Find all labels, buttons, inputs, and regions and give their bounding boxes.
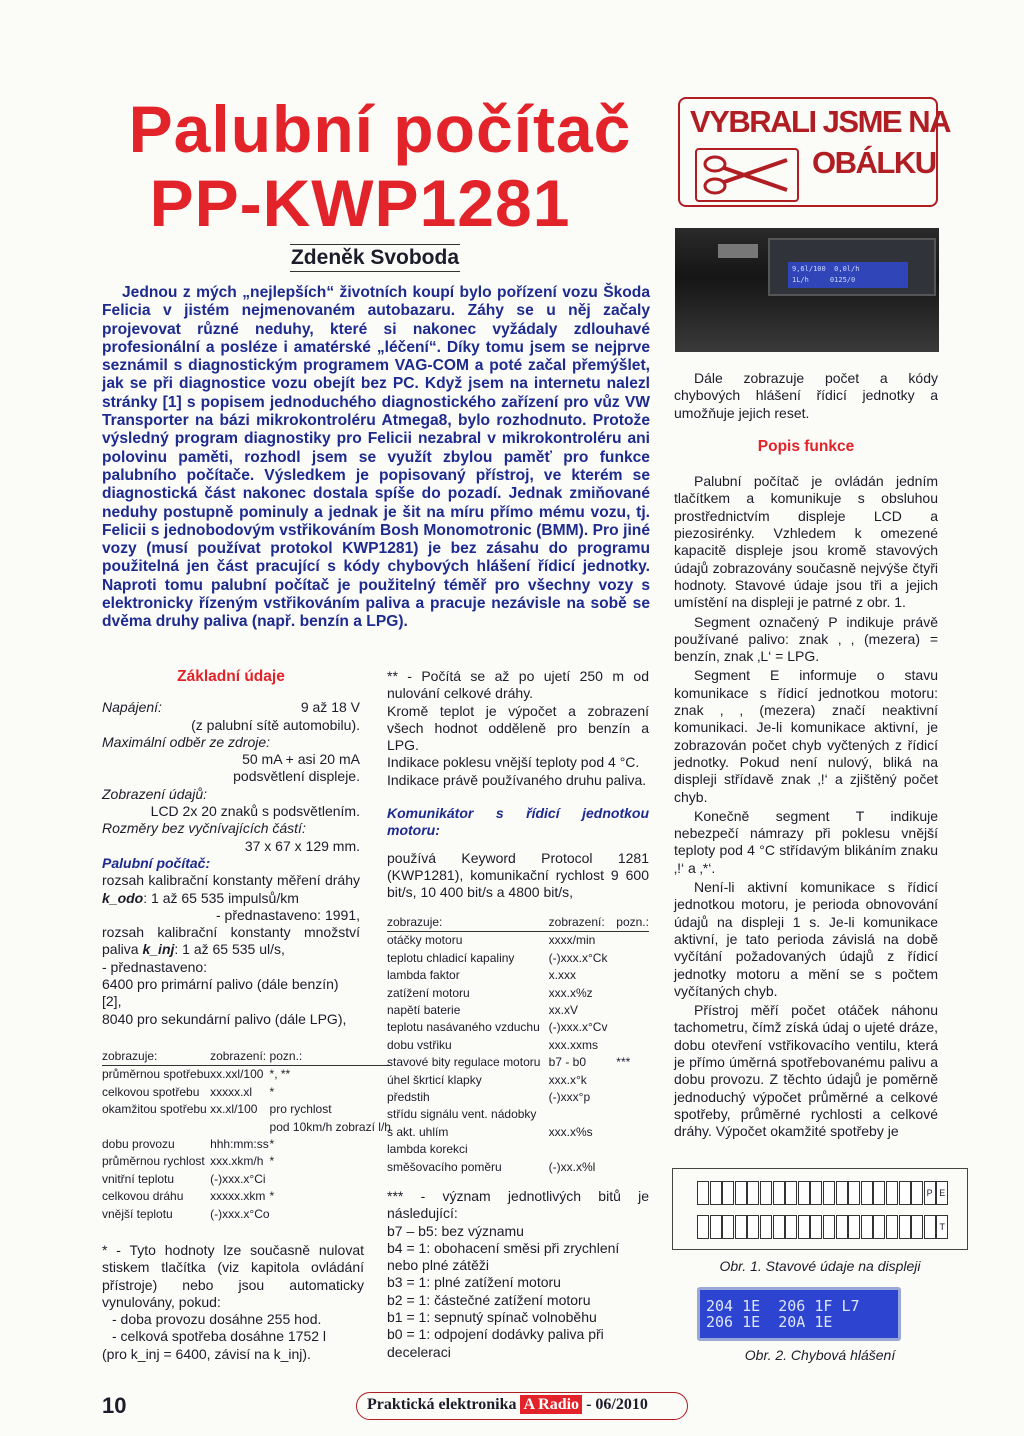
table1-cell: hhh:mm:ss xyxy=(210,1137,269,1152)
figure-1-caption: Obr. 1. Stavové údaje na displeji xyxy=(719,1258,921,1274)
zobrazeni-value: LCD 2x 20 znaků s podsvětlením. xyxy=(150,803,360,820)
table2-cell: úhel škrticí klapky xyxy=(387,1072,482,1087)
table-row xyxy=(387,1054,649,1071)
lcd-line-2: 206 1E 20A 1E xyxy=(706,1313,833,1331)
table2-cell: xxxx/min xyxy=(548,933,596,948)
bit-item: b1 = 1: sepnutý spínač volnoběhu xyxy=(387,1309,597,1326)
table1-cell: průměrnou spotřebu xyxy=(102,1067,211,1082)
table-row xyxy=(102,1153,391,1170)
table1-cell: * xyxy=(269,1189,275,1204)
display-cell xyxy=(697,1181,709,1205)
table2-cell xyxy=(549,1106,617,1123)
table1-cell: průměrnou rychlost xyxy=(102,1154,205,1169)
badge-line-1: VYBRALI JSME NA xyxy=(690,104,950,139)
table2-cell: xx.xV xyxy=(548,1003,578,1018)
display-cell xyxy=(861,1181,873,1205)
table-row xyxy=(102,1119,391,1136)
column-2 xyxy=(387,668,649,902)
table-row xyxy=(387,932,649,950)
table1-cell: xxxxx.xkm xyxy=(210,1189,266,1204)
error-codes-intro: Dále zobrazuje počet a kódy chybových hlášení řídicí jednotky a umožňuje jejich reset. xyxy=(674,370,938,421)
display-cell xyxy=(722,1215,734,1239)
magazine-name xyxy=(367,1395,648,1415)
odber-value-1: 50 mA + asi 20 mA xyxy=(242,751,360,768)
table1-cell xyxy=(102,1119,210,1136)
function-paragraph: Konečně segment T indikuje nebezpečí námrazy při poklesu vnější teploty pod 4 °C střídavým blikáním znaku ‚!‘ a ‚*‘. xyxy=(674,807,938,876)
table2-cell xyxy=(616,1124,649,1141)
table2-cell: napětí baterie xyxy=(387,1003,461,1018)
table2-cell xyxy=(616,1002,649,1019)
function-paragraph: Segment E informuje o stavu komunikace s řídicí jednotkou motoru: znak ‚ ‚ (mezera) značí neaktivní komunikaci. Je-li komunikace aktivní, je zobrazován počet chyb vyčtených z řídicí jednotky. Pokud není nulový, bliká na displeji střídavě znak ‚!‘ a zjištěný počet chyb. xyxy=(674,667,938,805)
column-1-notes xyxy=(102,1242,364,1363)
table1-cell: dobu provozu xyxy=(102,1137,175,1152)
bits-section xyxy=(387,1188,649,1361)
display-cell xyxy=(886,1181,898,1205)
bit-item: b0 = 1: odpojení dodávky paliva při deceleraci xyxy=(387,1326,604,1360)
napajeni-value: 9 až 18 V xyxy=(300,699,360,716)
inj-code: k_inj xyxy=(142,941,175,958)
function-paragraph: Palubní počítač je ovládán jedním tlačítkem a komunikuje s obsluhou prostřednictvím displeje LCD a piezosirénky. Vzhledem k omezené kapacitě displeje jsou kromě stavových údajů zobrazovány současně nejvýše čtyři hodnoty. Stavové údaje jsou tři a jejich umístění na displeji je patrné z obr. 1. xyxy=(674,473,938,611)
table2-head-2: pozn.: xyxy=(616,915,649,929)
table2-cell xyxy=(616,1037,649,1054)
bit-item: b7 – b5: bez významu xyxy=(387,1222,524,1239)
title-line-2: PP-KWP1281 xyxy=(149,166,571,240)
table-row xyxy=(102,1188,391,1205)
display-cell xyxy=(747,1215,759,1239)
display-cell xyxy=(911,1181,923,1205)
table2-cell xyxy=(616,1141,649,1158)
reset-note: * - Tyto hodnoty lze současně nulovat stiskem tlačítka (viz kapitola ovládání přístroje) nebo jsou automaticky vynulovány, pokud: xyxy=(102,1242,364,1310)
table1-cell: vnitřní teplotu xyxy=(102,1171,175,1186)
table-row xyxy=(102,1171,391,1188)
photo-lcd xyxy=(788,262,908,288)
magazine-issue: - 06/2010 xyxy=(586,1396,648,1413)
column-1 xyxy=(102,668,360,1028)
display-cell xyxy=(823,1215,835,1239)
table1-cell xyxy=(270,1171,391,1188)
author: Zdeněk Svoboda xyxy=(290,244,460,272)
table1-cell: pod 10km/h zobrazí l/h xyxy=(269,1119,391,1134)
palubni-label: Palubní počítač: xyxy=(102,854,211,871)
display-cell xyxy=(735,1181,747,1205)
table-row xyxy=(102,1101,391,1118)
display-cell xyxy=(861,1215,873,1239)
table1-cell: xx.xxl/100 xyxy=(210,1067,264,1082)
table1-cell: * xyxy=(269,1154,275,1169)
table2-cell: lambda faktor xyxy=(387,968,460,983)
function-paragraph: Není-li aktivní komunikace s řídicí jednotkou motoru, je perioda obnovování údajů na displeji 1 s. Je-li komunikace aktivní, je tato perioda závislá na době vyčítání požadovaných údajů z řídicí jednotky motoru a mění se s počtem vyčítaných chyb. xyxy=(674,879,938,999)
display-cell: P xyxy=(924,1181,936,1205)
computer-values-table xyxy=(102,1048,391,1223)
table-row xyxy=(387,1141,649,1158)
table2-cell: dobu vstřiku xyxy=(387,1037,452,1052)
photo-lcd-line-1: 9,6l/100 0,0l/h xyxy=(792,265,860,273)
bits-intro: *** - význam jednotlivých bitů je následující: xyxy=(387,1188,649,1222)
table1-head-2: pozn.: xyxy=(269,1049,303,1063)
display-cell xyxy=(873,1215,885,1239)
table1-cell: (-)xxx.x°Ci xyxy=(210,1171,266,1186)
table2-cell: *** xyxy=(616,1055,631,1070)
function-paragraph: Přístroj měří počet otáček náhonu tachometru, čímž získá údaj o ujeté dráze, dobu otevření vstřikovacího ventilu, která je přímo úměrná spotřebovanému palivu a dobu provozu. Z těchto údajů je poměrně jednoduchý výpočet průměrné a celkové spotřeby, průměrné rychlosti a celkové dráhy. Výpočet okamžité spotřeby je xyxy=(674,1002,938,1140)
table-row xyxy=(387,1089,649,1106)
magazine-radio: A Radio xyxy=(520,1395,582,1414)
calc-note: Kromě teplot je výpočet a zobrazení všech hodnot odděleně pro benzín a LPG. xyxy=(387,702,649,754)
table1-cell: (-)xxx.x°Co xyxy=(210,1206,270,1221)
table-row xyxy=(387,1019,649,1036)
table2-cell: zatížení motoru xyxy=(387,985,470,1000)
display-cell xyxy=(848,1181,860,1205)
table2-cell xyxy=(549,1141,617,1158)
table2-cell xyxy=(616,967,649,984)
temp-note: Indikace poklesu vnější teploty pod 4 °C. xyxy=(387,754,640,771)
inj-default: - přednastaveno: xyxy=(102,958,208,975)
table2-cell: xxx.x%z xyxy=(548,985,593,1000)
napajeni-note: (z palubní sítě automobilu). xyxy=(191,716,360,733)
display-cell xyxy=(773,1215,785,1239)
rozmery-label: Rozměry bez vyčnívajících částí: xyxy=(102,820,306,837)
table-row xyxy=(387,1106,649,1123)
inj-constant xyxy=(102,924,360,959)
display-cell xyxy=(710,1181,722,1205)
display-cell xyxy=(823,1181,835,1205)
table2-cell: předstih xyxy=(387,1090,430,1105)
table2-cell xyxy=(616,1089,649,1106)
odo-constant xyxy=(102,872,360,907)
display-cell xyxy=(747,1181,759,1205)
display-cell: E xyxy=(936,1181,948,1205)
column-3 xyxy=(674,370,938,1142)
communicator-table xyxy=(387,914,649,1176)
table-row xyxy=(102,1066,391,1084)
table2-cell: (-)xxx°p xyxy=(548,1090,591,1105)
display-cell: T xyxy=(936,1215,948,1239)
table2-cell: střídu signálu vent. nádobky xyxy=(387,1107,537,1122)
table1-cell xyxy=(270,1206,391,1223)
table2-cell xyxy=(616,1159,649,1176)
table1-cell: * xyxy=(269,1084,275,1099)
display-cell xyxy=(836,1181,848,1205)
table1-cell: pro rychlost xyxy=(269,1102,332,1117)
table1-cell xyxy=(210,1119,269,1136)
display-cell xyxy=(722,1181,734,1205)
display-cell xyxy=(873,1181,885,1205)
table-row xyxy=(387,967,649,984)
inj-primary: 6400 pro primární palivo (dále benzín) [2], xyxy=(102,976,339,1010)
table2-cell xyxy=(616,1106,649,1123)
table2-cell: xxx.x°k xyxy=(548,1072,587,1087)
table1-head-0: zobrazuje: xyxy=(102,1049,158,1063)
display-cell xyxy=(785,1181,797,1205)
fuel-note: Indikace právě používaného druhu paliva. xyxy=(387,771,647,788)
display-cell xyxy=(735,1215,747,1239)
basic-data-heading: Základní údaje xyxy=(177,668,285,685)
table2-cell xyxy=(616,950,649,967)
page-number: 10 xyxy=(102,1393,127,1418)
rozmery-value: 37 x 67 x 129 mm. xyxy=(244,837,360,854)
display-cell xyxy=(886,1215,898,1239)
table2-cell: teplotu chladicí kapaliny xyxy=(387,950,515,965)
display-cell xyxy=(911,1215,923,1239)
reset-note-fuel: - celková spotřeba dosáhne 1752 l xyxy=(112,1328,327,1345)
odber-value-2: podsvětlení displeje. xyxy=(233,768,360,785)
display-cell xyxy=(924,1215,936,1239)
table1-cell: *, ** xyxy=(269,1067,291,1082)
table-row xyxy=(387,1124,649,1141)
inj-text: rozsah kalibrační konstanty množství paliva xyxy=(102,924,360,958)
scissors-icon xyxy=(695,148,799,202)
table1-cell: xxx.xkm/h xyxy=(210,1154,264,1169)
magazine-title: Praktická elektronika xyxy=(367,1396,517,1413)
odo-rest: : 1 až 65 535 impulsů/km xyxy=(143,889,299,906)
table-row xyxy=(387,1037,649,1054)
table1-cell: okamžitou spotřebu xyxy=(102,1102,207,1117)
table1-cell: * xyxy=(269,1137,275,1152)
table2-cell xyxy=(616,1072,649,1089)
inj-secondary: 8040 pro sekundární palivo (dále LPG), xyxy=(102,1010,347,1027)
table2-cell: stavové bity regulace motoru xyxy=(387,1055,541,1070)
display-cell xyxy=(798,1215,810,1239)
odo-default: - přednastaveno: 1991, xyxy=(216,906,360,923)
bit-item: b4 = 1: obohacení směsi při zrychlení nebo plné zátěži xyxy=(387,1239,620,1274)
table2-cell: otáčky motoru xyxy=(387,933,463,948)
table2-cell: s akt. uhlím xyxy=(387,1124,449,1139)
table2-cell: xxx.x%s xyxy=(548,1124,593,1139)
odber-label: Maximální odběr ze zdroje: xyxy=(102,733,271,750)
bit-item: b2 = 1: částečné zatížení motoru xyxy=(387,1291,591,1308)
display-cell xyxy=(760,1181,772,1205)
table2-cell xyxy=(616,932,649,950)
table2-cell xyxy=(616,985,649,1002)
intro-paragraph: Jednou z mých „nejlepších“ životních koupí bylo pořízení vozu Škoda Felicia v jistém nejmenovaném autobazaru. Záhy se u něj začaly projevovat různé neduhy, které si nakonec vyžádaly zdlouhavé profesionální a posléze i amatérské „léčení“. Díky tomu jsem se nejprve seznámil s diagnostickým programem VAG-COM a poté začal přemýšlet, jak se při diagnostice vozu obejít bez PC. Když jsem na internetu nalezl stránky [1] s popisem jednoduchého diagnostického zařízení pro vůz VW Transporter na bázi mikrokontroléru Atmega8, bylo rozhodnuto. Protože výsledný program diagnostiky pro Felicii nezabral v mikrokontroléru ani polovinu paměti, rozhodl jsem se využít zbylou paměť pro funkce palubního počítače. Výsledkem je popisovaný přístroj, ve kterém se diagnostická část nakonec dostala spíše do pozadí. Jednak zmiňované neduhy postupně pominuly a jednak je šit na míru přímo mému vozu, tj. Felicii s jednobodovým vstřikováním Bosh Monomotronic (BMM). Pro jiné vozy (musí používat protokol KWP1281) je bez zásahu do programu použitelná jen část pracující s kódy chybových hlášení řídicí jednotky. Naproti tomu palubní počítač je použitelný téměř pro všechny vozy s elektronicky řízeným vstřikováním paliva a pracuje nezávisle na sobě se dvěma druhy paliva (např. benzín a LPG). xyxy=(102,284,650,631)
badge-line-2: OBÁLKU xyxy=(812,145,936,180)
table-row xyxy=(387,985,649,1002)
table1-cell: celkovou spotřebu xyxy=(102,1084,200,1099)
display-cell xyxy=(798,1181,810,1205)
communicator-heading: Komunikátor s řídicí jednotkou motoru: xyxy=(387,805,649,839)
reset-note-hours: - doba provozu dosáhne 255 hod. xyxy=(112,1311,322,1328)
display-cell xyxy=(785,1215,797,1239)
table-row xyxy=(102,1136,391,1153)
odo-code: k_odo xyxy=(102,889,144,906)
display-cell xyxy=(899,1181,911,1205)
display-cell xyxy=(710,1215,722,1239)
display-cell xyxy=(848,1215,860,1239)
table-row xyxy=(387,1072,649,1089)
function-paragraph: Segment označený P indikuje právě používané palivo: znak ‚ ‚ (mezera) = benzín, znak ‚L‘ = LPG. xyxy=(674,613,938,665)
table2-cell: teplotu nasávaného vzduchu xyxy=(387,1020,540,1035)
table-row xyxy=(387,1002,649,1019)
title-line-1: Palubní počítač xyxy=(128,92,632,166)
table1-cell: xx.xl/100 xyxy=(210,1102,258,1117)
display-cell xyxy=(810,1215,822,1239)
table2-cell: b7 - b0 xyxy=(548,1055,587,1070)
table2-cell: lambda korekci xyxy=(387,1142,468,1157)
table2-cell: (-)xx.x%l xyxy=(548,1159,596,1174)
display-cell xyxy=(810,1181,822,1205)
display-cell xyxy=(760,1215,772,1239)
distance-note: ** - Počítá se až po ujetí 250 m od nulování celkové dráhy. xyxy=(387,668,649,702)
table2-cell: (-)xxx.x°Ck xyxy=(548,950,608,965)
photo-connector xyxy=(718,244,758,258)
table1-cell: celkovou dráhu xyxy=(102,1189,184,1204)
display-cell xyxy=(899,1215,911,1239)
table1-cell: xxxxx.xl xyxy=(210,1084,253,1099)
table2-cell: x.xxx xyxy=(548,968,576,983)
reset-note-inj: (pro k_inj = 6400, závisí na k_inj). xyxy=(102,1345,311,1362)
display-cell xyxy=(773,1181,785,1205)
figure-2-caption: Obr. 2. Chybová hlášení xyxy=(744,1347,896,1363)
table-row xyxy=(387,950,649,967)
inj-rest: : 1 až 65 535 ul/s, xyxy=(174,941,285,958)
table2-cell: (-)xxx.x°Cv xyxy=(548,1020,608,1035)
table-row xyxy=(102,1206,391,1223)
table2-head-1: zobrazení: xyxy=(548,915,605,929)
table1-cell: vnější teplotu xyxy=(102,1206,173,1221)
display-cell xyxy=(697,1215,709,1239)
communicator-text: používá Keyword Protocol 1281 (KWP1281), komunikační rychlost 9 600 bit/s, 10 400 bit/s a 4800 bit/s, xyxy=(387,849,649,901)
table2-cell: směšovacího poměru xyxy=(387,1159,502,1174)
photo-lcd-line-2: 1L/h 0125/0 xyxy=(792,276,856,284)
zobrazeni-label: Zobrazení údajů: xyxy=(102,785,208,802)
table2-cell: xxx.xxms xyxy=(548,1037,598,1052)
table-row xyxy=(102,1084,391,1101)
odo-text: rozsah kalibrační konstanty měření dráhy xyxy=(102,872,360,889)
figure-2-lcd xyxy=(697,1287,901,1341)
bit-item: b3 = 1: plné zatížení motoru xyxy=(387,1274,561,1291)
function-heading: Popis funkce xyxy=(757,437,855,455)
napajeni-label: Napájení: xyxy=(102,699,162,716)
table-row xyxy=(387,1159,649,1176)
table2-cell xyxy=(616,1019,649,1036)
lcd-line-1: 204 1E 206 1F L7 xyxy=(706,1297,860,1315)
table1-head-1: zobrazení: xyxy=(210,1049,267,1063)
table2-head-0: zobrazuje: xyxy=(387,915,443,929)
display-cell xyxy=(836,1215,848,1239)
figure-1-display xyxy=(672,1168,968,1250)
